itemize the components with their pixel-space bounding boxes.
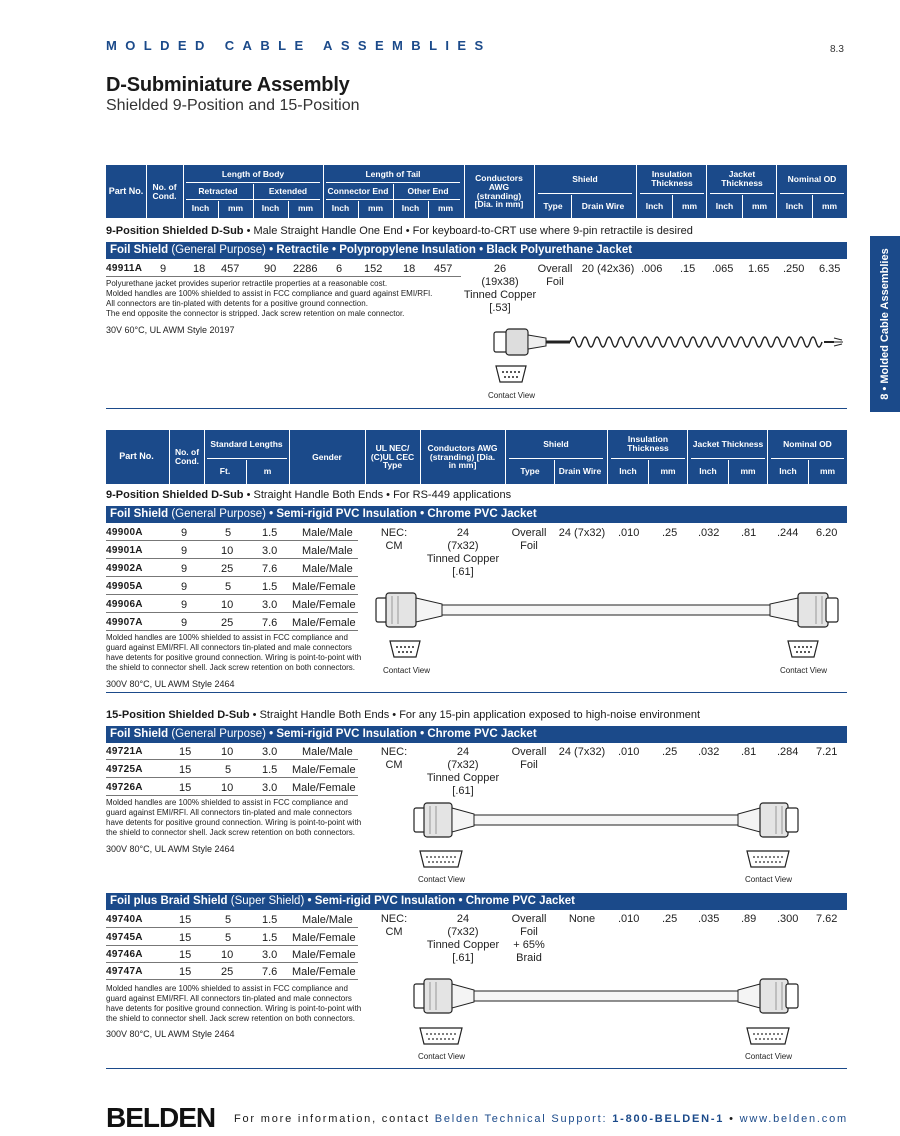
drain-wire: 24 (7x32) [558,746,606,758]
th-conductors: Conductors AWG (stranding) [Dia. in mm] [427,442,498,471]
insulation-mm: .25 [662,527,678,539]
section4-description: Molded handles are 100% shielded to assist in FCC compliance and guard against EMI/RFI. All connectors tin-plated and male connectors have detents for positive ground connection. Wiring is point-to-point with the shield to connector shell. Jack screw retention on both connectors. [106,984,362,1023]
table-row: 49745A 15 5 1.5 Male/Female [106,932,356,944]
jacket-inch: .035 [698,913,720,925]
section2-bar: Foil Shield (General Purpose) • Semi-rigid PVC Insulation • Chrome PVC Jacket [106,506,847,523]
table-row: 49907A 9 25 7.6 Male/Female [106,617,356,629]
straight-cable-illustration [410,976,802,1016]
conductor-spec: 24 (7x32) Tinned Copper [.61] [426,746,500,797]
straight-cable-illustration [410,800,802,840]
od-mm: 7.21 [816,746,838,758]
drain-wire: 24 (7x32) [558,527,606,539]
th-unit: mm [740,465,756,476]
retractile-cable-illustration [490,326,850,360]
th-unit: mm [660,465,676,476]
th-extended: Extended [268,185,308,196]
th-unit: mm [821,200,838,211]
db9-contact-icon [494,363,528,385]
section2-description: Molded handles are 100% shielded to assist in FCC compliance and guard against EMI/RFI. All connectors tin-plated and male connectors have detents for positive ground connection. Wiring is point-to-point with the shield to connector shell. Jack screw retention on both connectors. [106,633,362,672]
th-retracted: Retracted [198,185,238,196]
db15-contact-icon [745,1025,791,1047]
contact-view-label: Contact View [745,875,792,884]
th-unit: mm [367,203,384,214]
th-unit: mm [819,465,836,476]
running-head: MOLDED CABLE ASSEMBLIES [106,38,492,53]
th-drain-wire: Drain Wire [581,200,625,211]
section3-description: Molded handles are 100% shielded to assist in FCC compliance and guard against EMI/RFI. All connectors tin-plated and male connectors have detents for positive ground connection. Wiring is point-to-point with the shield to connector shell. Jack screw retention on both connectors. [106,798,362,837]
th-standard-lengths: Standard Lengths [210,438,283,449]
table-row: 49740A 15 5 1.5 Male/Male [106,914,353,926]
th-unit: mm [297,203,314,214]
drain-wire: 20 (42x36) [581,263,635,275]
table-row: 49901A 9 10 3.0 Male/Male [106,545,353,557]
contact-view-label: Contact View [488,391,535,400]
th-shield: Shield [543,438,569,449]
th-insulation: Insulation Thickness [651,169,693,188]
table1-header [106,165,847,218]
th-unit: Inch [331,203,350,214]
th-ul-nec: UL NEC/ (C)UL CEC Type [370,442,415,471]
insulation-inch: .010 [618,913,640,925]
table-row: 49726A 15 10 3.0 Male/Female [106,782,356,794]
page-number: 8.3 [830,44,844,55]
od-inch: .250 [783,263,805,275]
th-nominal-od: Nominal OD [787,173,837,184]
jacket-mm: .81 [741,527,757,539]
th-jacket: Jacket Thickness [721,169,763,188]
th-unit: Inch [715,200,734,211]
insulation-inch: .010 [618,746,640,758]
th-unit: Inch [785,200,804,211]
th-shield-type: Type [543,200,563,211]
footer-contact: For more information, contact Belden Technical Support: 1-800-BELDEN-1 • www.belden.com [234,1113,848,1125]
table-row: 49902A 9 25 7.6 Male/Male [106,563,353,575]
contact-view-label: Contact View [418,1052,465,1061]
section1-title: 9-Position Shielded D-Sub • Male Straight Handle One End • For keyboard-to-CRT use where 9-pin retractile is desired [106,225,693,237]
th-connector-end: Connector End [327,185,389,196]
od-mm: 7.62 [816,913,838,925]
side-tab-label: 8 • Molded Cable Assemblies [879,248,891,400]
section4-bar: Foil plus Braid Shield (Super Shield) • Semi-rigid PVC Insulation • Chrome PVC Jacket [106,893,847,910]
th-unit: mm [437,203,454,214]
th-length-of-body: Length of Body [221,168,285,179]
nec-type: NEC: CM [380,746,408,771]
db9-contact-icon [786,638,820,660]
th-unit: Inch [779,465,797,476]
od-mm: 6.35 [819,263,841,275]
contact-view-label: Contact View [418,875,465,884]
drain-wire: None [568,913,596,925]
db15-contact-icon [418,848,464,870]
th-unit: mm [751,200,768,211]
table-row: 49911A 9 18 457 90 2286 6 152 18 457 [106,263,453,275]
th-no-of-cond: No. of Cond. [174,447,200,466]
table-row: 49905A 9 5 1.5 Male/Female [106,581,356,593]
jacket-inch: .065 [712,263,734,275]
straight-cable-illustration [372,590,842,630]
th-nominal-od: Nominal OD [783,438,832,449]
od-inch: .244 [777,527,799,539]
table-row: 49746A 15 10 3.0 Male/Female [106,949,356,961]
od-inch: .284 [777,746,799,758]
jacket-mm: .89 [741,913,757,925]
shield-type: Overall Foil [511,527,547,552]
th-unit: mm [681,200,698,211]
jacket-mm: .81 [741,746,757,758]
insulation-inch: .010 [618,527,640,539]
table-row: 49906A 9 10 3.0 Male/Female [106,599,356,611]
jacket-inch: .032 [698,746,720,758]
contact-view-label: Contact View [383,666,430,675]
conductor-spec: 24 (7x32) Tinned Copper [.61] [426,913,500,964]
th-jacket: Jacket Thickness [692,438,764,449]
conductor-spec: 24 (7x32) Tinned Copper [.61] [426,527,500,578]
th-unit: mm [227,203,244,214]
belden-logo: BELDEN [106,1102,216,1133]
section1-bar: Foil Shield (General Purpose) • Retractile • Polypropylene Insulation • Black Polyurethane Jacket [106,242,847,259]
th-unit: Inch [619,465,637,476]
th-ft: Ft. [219,465,231,476]
table-row: 49721A 15 10 3.0 Male/Male [106,746,353,758]
th-unit: Inch [645,200,664,211]
table-row: 49900A 9 5 1.5 Male/Male [106,527,353,539]
th-unit: Inch [191,203,210,214]
db9-contact-icon [388,638,422,660]
th-shield: Shield [572,173,598,184]
section4-ul: 300V 80°C, UL AWM Style 2464 [106,1029,235,1039]
section3-bar: Foil Shield (General Purpose) • Semi-rigid PVC Insulation • Chrome PVC Jacket [106,726,847,743]
th-unit: Inch [261,203,280,214]
th-unit: Inch [699,465,717,476]
th-conductors: Conductors AWG (stranding) [Dia. in mm] [474,172,524,210]
jacket-mm: 1.65 [748,263,770,275]
nec-type: NEC: CM [380,913,408,938]
contact-view-label: Contact View [780,666,827,675]
th-shield-type: Type [520,465,540,476]
nec-type: NEC: CM [380,527,408,552]
section1-ul: 30V 60°C, UL AWM Style 20197 [106,325,235,335]
page-title: D-Subminiature Assembly [106,74,350,96]
shield-type: Overall Foil + 65% Braid [511,913,547,964]
th-insulation: Insulation Thickness [627,434,669,453]
section1-description: Polyurethane jacket provides superior retractile properties at a reasonable cost. Molded handles are 100% shielded to assist in FCC compliance and guard against EMI/RFI. All connectors are tin-plated with detents for a positive ground connection. The end opposite the connector is stripped. Jack screw retention on male connector. [106,279,433,318]
section2-title: 9-Position Shielded D-Sub • Straight Handle Both Ends • For RS-449 applications [106,489,512,501]
th-no-of-cond: No. of Cond. [152,181,177,201]
table-row: 49725A 15 5 1.5 Male/Female [106,764,356,776]
part-number: 49911A [106,263,143,274]
table2-header [106,430,847,484]
od-mm: 6.20 [816,527,838,539]
page-subtitle: Shielded 9-Position and 15-Position [106,97,360,114]
th-part-no: Part No. [119,451,154,462]
side-tab [870,236,900,412]
website-link[interactable]: www.belden.com [739,1113,848,1125]
table-row: 49747A 15 25 7.6 Male/Female [106,966,356,978]
th-part-no: Part No. [108,185,144,196]
insulation-mm: .25 [662,913,678,925]
th-unit: Inch [401,203,420,214]
db15-contact-icon [418,1025,464,1047]
insulation-mm: .15 [680,263,696,275]
db15-contact-icon [745,848,791,870]
shield-type: Overall Foil [537,263,573,288]
th-gender: Gender [312,451,342,462]
th-length-of-tail: Length of Tail [365,168,421,179]
th-m: m [263,465,272,476]
jacket-inch: .032 [698,527,720,539]
section3-title: 15-Position Shielded D-Sub • Straight Handle Both Ends • For any 15-pin application exposed to high-noise environment [106,709,701,721]
insulation-inch: .006 [641,263,663,275]
od-inch: .300 [777,913,799,925]
insulation-mm: .25 [662,746,678,758]
th-other-end: Other End [407,185,449,196]
section3-ul: 300V 80°C, UL AWM Style 2464 [106,844,235,854]
section2-ul: 300V 80°C, UL AWM Style 2464 [106,679,235,689]
contact-view-label: Contact View [745,1052,792,1061]
conductor-spec: 26 (19x38) Tinned Copper [.53] [463,263,537,314]
shield-type: Overall Foil [511,746,547,771]
th-drain-wire: Drain Wire [558,465,602,476]
